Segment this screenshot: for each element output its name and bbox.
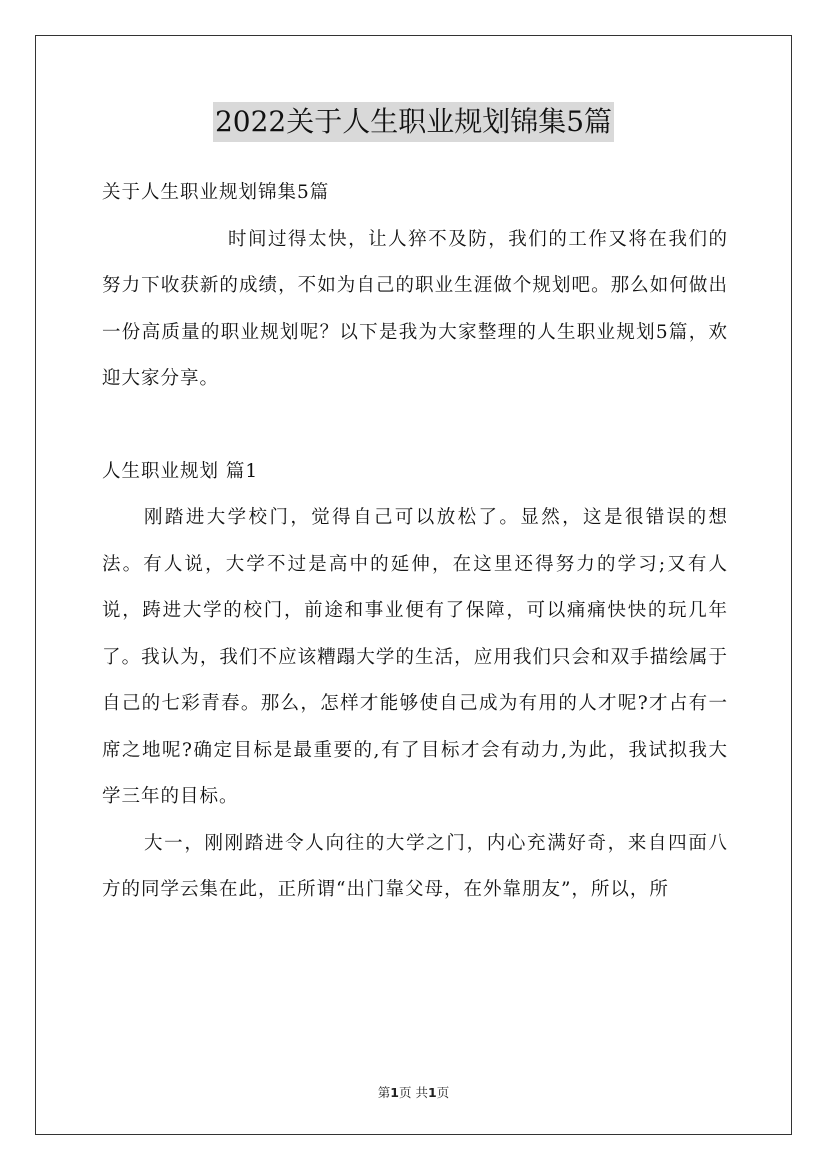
footer-page-number: 1 — [390, 1085, 399, 1100]
section-heading: 人生职业规划 篇1 — [102, 460, 259, 482]
title-container — [0, 102, 827, 142]
body-paragraph-1: 刚踏进大学校门，觉得自己可以放松了。显然，这是很错误的想法。有人说，大学不过是高中的延伸，在这里还得努力的学习;又有人说，踌进大学的校门，前途和事业便有了保障，可以痛痛快快的玩几年了。我认为，我们不应该糟蹋大学的生活，应用我们只会和双手描绘属于自己的七彩青春。那么，怎样才能够使自己成为有用的人才呢?才占有一席之地呢?确定目标是最重要的,有了目标才会有动力,为此，我试拟我大学三年的目标。 — [102, 507, 728, 807]
document-subtitle: 关于人生职业规划锦集5篇 — [102, 182, 330, 203]
spacer — [102, 403, 728, 449]
footer-mid: 页 共 — [399, 1085, 428, 1100]
footer-total-pages: 1 — [427, 1085, 437, 1100]
body-paragraph-2: 大一，刚刚踏进令人向往的大学之门，内心充满好奇，来自四面八方的同学云集在此，正所谓“出门靠父母，在外靠朋友”，所以，所 — [102, 832, 728, 900]
footer-suffix: 页 — [436, 1085, 450, 1100]
document-body — [102, 170, 728, 914]
page-footer — [0, 1083, 827, 1101]
document-title: 2022关于人生职业规划锦集5篇 — [213, 102, 614, 142]
intro-paragraph: 时间过得太快，让人猝不及防，我们的工作又将在我们的努力下收获新的成绩，不如为自己的职业生涯做个规划吧。那么如何做出一份高质量的职业规划呢？以下是我为大家整理的人生职业规划5篇，欢迎大家分享。 — [102, 228, 728, 389]
footer-prefix: 第 — [377, 1085, 391, 1100]
